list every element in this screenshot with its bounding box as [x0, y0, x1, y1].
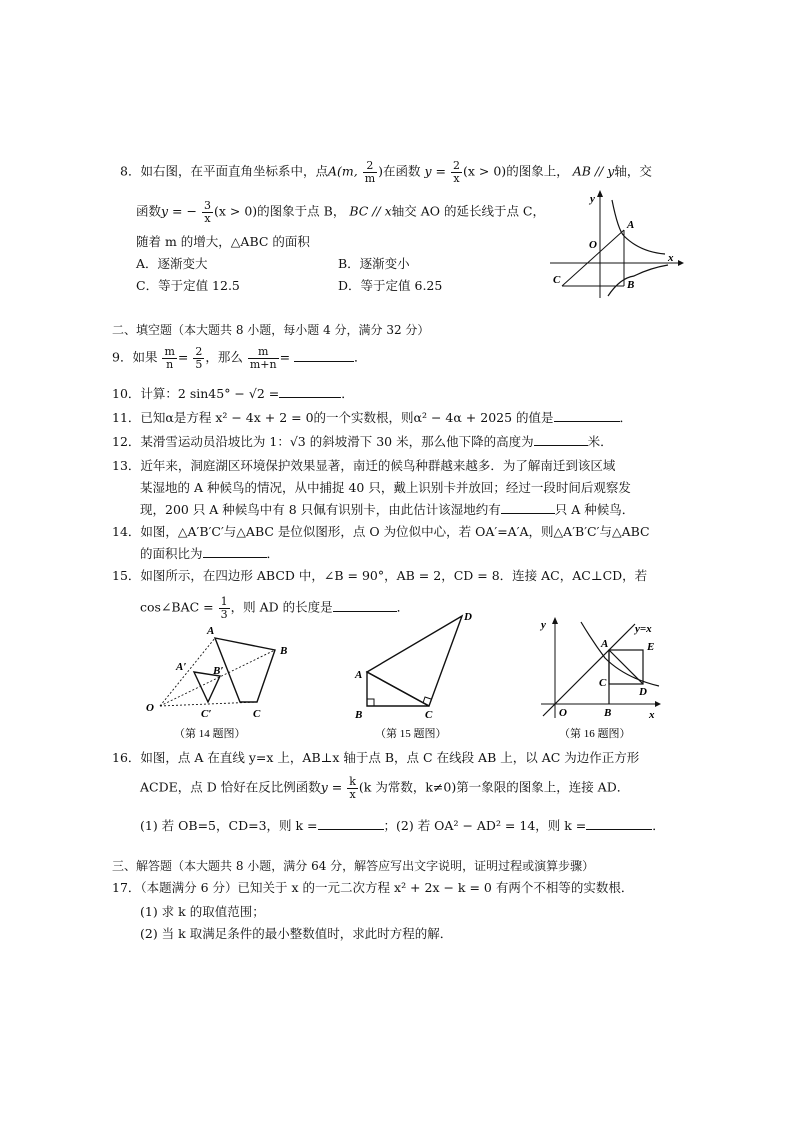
fig16-label-o: O: [559, 707, 567, 719]
fig14-label-c: C: [253, 708, 261, 720]
fig15-label-d: D: [464, 611, 472, 623]
q12-answer-blank[interactable]: [534, 435, 588, 446]
fig14-label-a: A: [207, 625, 215, 637]
fig14-label-o: O: [146, 702, 154, 714]
q8-option-c: C．等于定值 12.5: [136, 278, 240, 293]
fig16-segment-ad: [609, 650, 643, 684]
q16-line2: ACDE，点 D 恰好在反比例函数y = $\frac{k}{x}$ (k 为常数，k≠0)第一象限的图象上，连接 AD．: [140, 775, 630, 801]
q9-frac-2-over-5: $\frac{2}{5}$: [195, 345, 203, 371]
q8-label-x: x: [668, 252, 674, 264]
q15-line1: 15．如图所示，在四边形 ABCD 中，∠B = 90°，AB = 2，CD = 8．连接 AC，AC⊥CD，若: [112, 568, 648, 583]
fig16: [535, 614, 675, 742]
fig15-right-angle-b: [367, 699, 374, 706]
section2-title: 二、填空题（本大题共 8 小题，每小题 4 分，满分 32 分）: [112, 323, 430, 337]
q13-line3: 现，200 只 A 种候鸟中有 8 只佩有识别卡，由此估计该湿地约有 只 A 种候鸟．: [140, 502, 635, 517]
q8-line1: 8．如右图，在平面直角坐标系中，点A(m, $\frac{2}{m}$ )在函数 y = $\frac{2}{x}$ (x > 0)的图象上， AB // y轴，交: [120, 159, 652, 185]
fig14-quad-abc: [215, 638, 275, 702]
q16-answer-blank-1[interactable]: [318, 819, 384, 830]
fig15-label-c: C: [425, 709, 433, 721]
q9-answer-blank[interactable]: [294, 351, 354, 362]
q8-label-y: y: [590, 193, 595, 205]
q8-figure: [550, 188, 685, 300]
fig15-triangle-acd: [367, 616, 462, 706]
fig14: [140, 620, 300, 742]
section3-title: 三、解答题（本大题共 8 小题，满分 64 分，解答应写出文字说明，证明过程或演算步骤）: [112, 859, 595, 873]
fig14-ray-oa: [160, 638, 215, 706]
q16-parts: (1) 若 OB=5，CD=3，则 k = ；(2) 若 OA² − AD² = 14，则 k = ．: [140, 818, 665, 833]
fig16-label-y-eq-x: y=x: [635, 623, 652, 635]
q10-answer-blank[interactable]: [279, 387, 341, 398]
q14-line2: 的面积比为 ．: [140, 546, 280, 561]
q9-frac-m-over-mn: $\frac{m}{m+n}$: [249, 345, 277, 371]
q9-frac-m-over-n: $\frac{m}{n}$: [164, 345, 175, 371]
fig16-x-arrow-icon: [655, 701, 661, 707]
fig16-y-arrow-icon: [552, 617, 558, 624]
fig14-ray-ob: [160, 650, 275, 706]
fig16-label-x: x: [649, 709, 655, 721]
q8-frac-3-over-x: $\frac{3}{x}$: [203, 199, 211, 225]
fig15: [345, 606, 495, 742]
q10: 10．计算：2 sin45° − √2 = ．: [112, 386, 354, 401]
q8-line2: 函数y = − $\frac{3}{x}$ (x > 0)的图象于点 B， BC // x轴交 AO 的延长线于点 C，: [136, 199, 545, 225]
q13-line1: 13．近年来，洞庭湖区环境保护效果显著，南迁的候鸟种群越来越多．为了解南迁到该区域: [112, 458, 616, 473]
q8-curve-positive: [612, 200, 665, 254]
q14-answer-blank[interactable]: [203, 547, 267, 558]
q8-frac-2-over-m: $\frac{2}{m}$: [364, 159, 376, 185]
q16-frac-k-over-x: $\frac{k}{x}$: [349, 775, 356, 801]
fig14-caption: （第 14 题图）: [174, 728, 246, 740]
q15-line2: cos∠BAC = $\frac{1}{3}$ ，则 AD 的长度是 ．: [140, 595, 410, 621]
q8-line3: 随着 m 的增大，△ABC 的面积: [136, 234, 310, 249]
fig16-label-d: D: [639, 686, 647, 698]
q8-option-d: D．等于定值 6.25: [338, 278, 443, 293]
q16-answer-blank-2[interactable]: [586, 819, 652, 830]
q8-y-arrow-icon: [597, 190, 603, 197]
fig14-label-a1: A′: [176, 661, 187, 673]
q12: 12．某滑雪运动员沿坡比为 1：√3 的斜坡滑下 30 米，那么他下降的高度为 米．: [112, 434, 613, 449]
fig15-label-a: A: [355, 669, 363, 681]
fig16-label-a: A: [601, 638, 609, 650]
fig16-label-y: y: [541, 619, 546, 631]
fig14-label-c1: C′: [201, 708, 212, 720]
q8-option-b: B．逐渐变小: [338, 256, 410, 271]
fig16-label-e: E: [647, 641, 655, 653]
fig15-caption: （第 15 题图）: [375, 728, 447, 740]
fig16-label-c: C: [599, 677, 607, 689]
q8-curve-negative: [608, 265, 668, 296]
q8-label-a: A: [627, 219, 635, 231]
fig14-label-b: B: [280, 645, 288, 657]
q13-line2: 某湿地的 A 种候鸟的情况，从中捕捉 40 只，戴上识别卡并放回；经过一段时间后观察发: [140, 480, 631, 495]
q9: 9．如果 $\frac{m}{n}$ = $\frac{2}{5}$ ，那么 $\frac{m}{m+n}$ = ．: [112, 345, 367, 371]
q8-label-o: O: [589, 239, 597, 251]
q13-answer-blank[interactable]: [501, 503, 555, 514]
q17-line1: 17．（本题满分 6 分）已知关于 x 的一元二次方程 x² + 2x − k = 0 有两个不相等的实数根．: [112, 880, 634, 895]
fig16-caption: （第 16 题图）: [559, 728, 631, 740]
fig15-label-b: B: [355, 709, 363, 721]
fig16-line-y-eq-x: [543, 624, 635, 716]
q17-part1: (1) 求 k 的取值范围；: [140, 904, 265, 919]
q11: 11．已知α是方程 x² − 4x + 2 = 0的一个实数根，则α² − 4α + 2025 的值是 ．: [112, 410, 633, 425]
q8-label-c: C: [553, 274, 561, 286]
q8-option-a: A．逐渐变大: [136, 256, 208, 271]
fig16-label-b: B: [604, 707, 612, 719]
q17-part2: (2) 当 k 取满足条件的最小整数值时，求此时方程的解．: [140, 926, 453, 941]
q16-line1: 16．如图，点 A 在直线 y=x 上，AB⊥x 轴于点 B，点 C 在线段 AB 上，以 AC 为边作正方形: [112, 750, 640, 765]
q14-line1: 14．如图，△A′B′C′与△ABC 是位似图形，点 O 为位似中心，若 OA′=A′A，则△A′B′C′与△ABC: [112, 524, 650, 539]
q8-x-arrow-icon: [678, 260, 684, 266]
fig14-label-b1: B′: [213, 665, 224, 677]
q11-answer-blank[interactable]: [554, 411, 620, 422]
q8-label-b: B: [627, 279, 635, 291]
q8-frac-2-over-x: $\frac{2}{x}$: [453, 159, 460, 185]
q15-frac-1-over-3: $\frac{1}{3}$: [220, 595, 228, 621]
